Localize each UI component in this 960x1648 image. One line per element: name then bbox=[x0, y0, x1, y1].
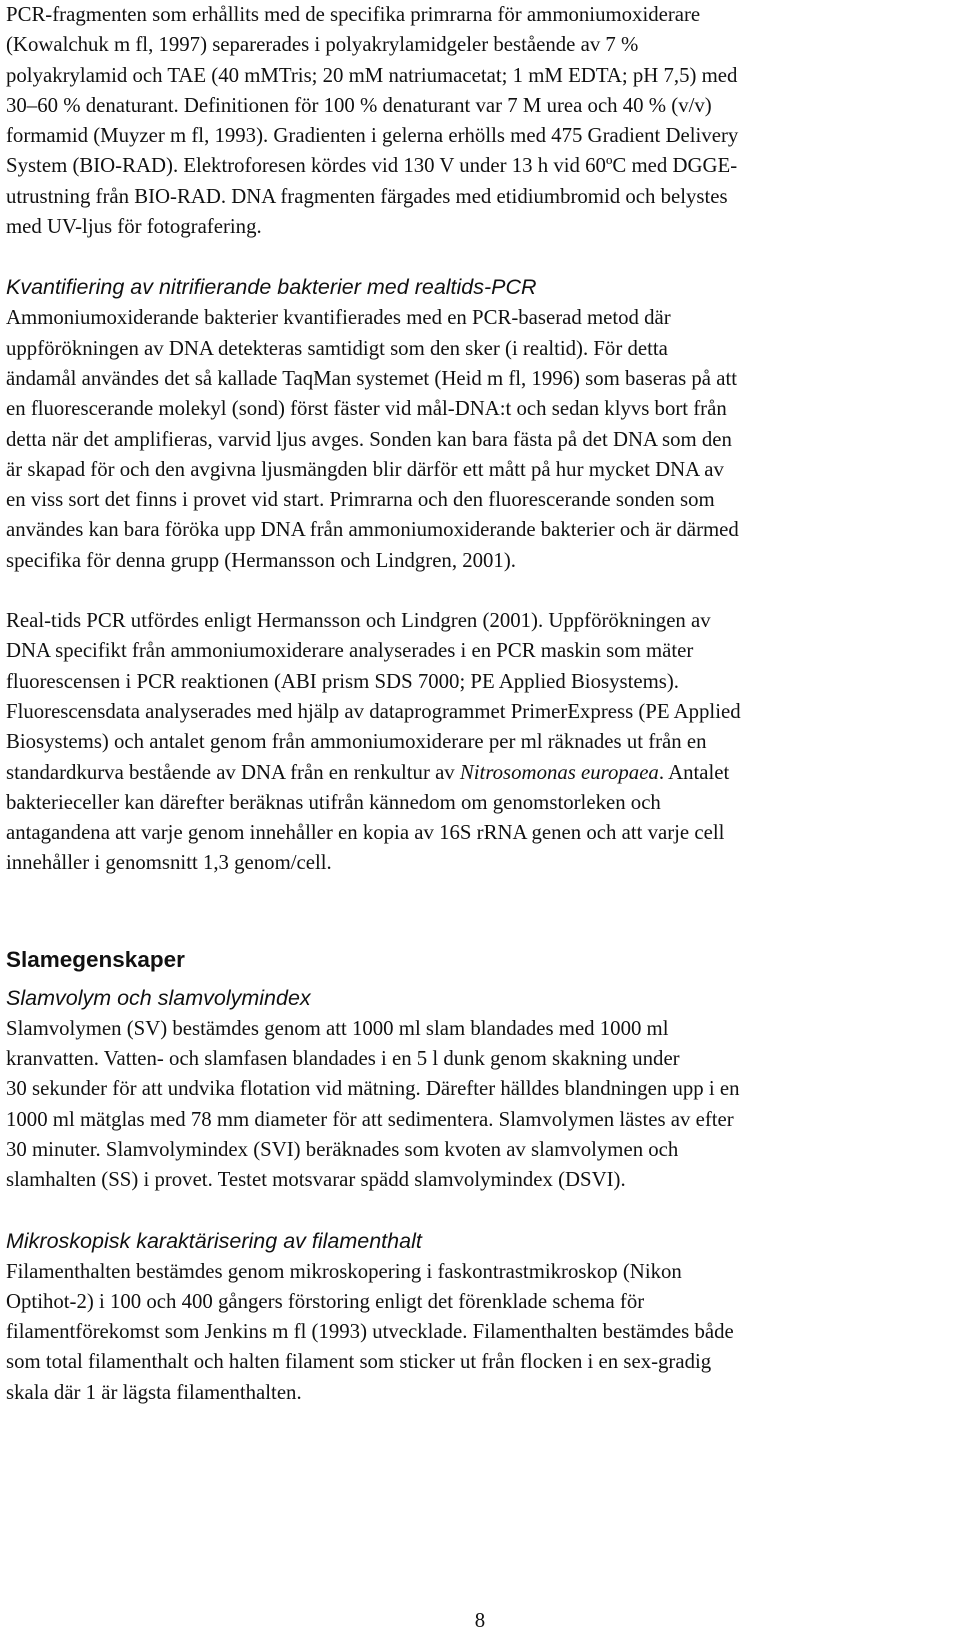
text-line bbox=[6, 758, 956, 788]
text-line: Real-tids PCR utfördes enligt Hermansson och Lindgren (2001). Uppförökningen av bbox=[6, 609, 711, 633]
text-line: System (BIO-RAD). Elektroforesen kördes vid 130 V under 13 h vid 60ºC med DGGE- bbox=[6, 154, 738, 178]
text-line: PCR-fragmenten som erhållits med de specifika primrarna för ammoniumoxiderare bbox=[6, 3, 701, 26]
text-line: fluorescensen i PCR reaktionen (ABI prism SDS 7000; PE Applied Biosystems). bbox=[6, 669, 679, 693]
page-number: 8 bbox=[474, 1609, 486, 1632]
text-line: (Kowalchuk m fl, 1997) separerades i polyakrylamidgeler bestående av 7 % bbox=[6, 33, 639, 57]
text-line: skala där 1 är lägsta filamenthalten. bbox=[6, 1380, 302, 1404]
filament-heading: Mikroskopisk karaktärisering av filamenthalt bbox=[6, 1228, 422, 1253]
pcr-section-heading: Kvantifiering av nitrifierande bakterier med realtids-PCR bbox=[6, 275, 537, 300]
text-line: utrustning från BIO-RAD. DNA fragmenten färgades med etidiumbromid och belystes bbox=[6, 184, 728, 208]
text-line: Fluorescensdata analyserades med hjälp av dataprogrammet PrimerExpress (PE Applied bbox=[6, 699, 741, 723]
species-name: Nitrosomonas europaea bbox=[459, 760, 659, 784]
text-line: formamid (Muyzer m fl, 1993). Gradienten i gelerna erhölls med 475 Gradient Delivery bbox=[6, 124, 739, 148]
text-line: med UV-ljus för fotografering. bbox=[6, 215, 262, 239]
sludge-volume-paragraph bbox=[6, 1014, 956, 1196]
pcr-paragraph-2 bbox=[6, 606, 956, 879]
text-line: filamentförekomst som Jenkins m fl (1993) utvecklade. Filamenthalten bestämdes både bbox=[6, 1320, 734, 1344]
text-line: specifika för denna grupp (Hermansson och Lindgren, 2001). bbox=[6, 548, 516, 572]
text-line: en viss sort det finns i provet vid start. Primrarna och den fluorescerande sonden som bbox=[6, 488, 715, 512]
text-line: DNA specifikt från ammoniumoxiderare analyserades i en PCR maskin som mäter bbox=[6, 639, 694, 663]
text-line: slamhalten (SS) i provet. Testet motsvarar spädd slamvolymindex (DSVI). bbox=[6, 1168, 626, 1192]
text-line: 30 minuter. Slamvolymindex (SVI) beräknades som kvoten av slamvolymen och bbox=[6, 1137, 679, 1161]
text-line: ändamål användes det så kallade TaqMan systemet (Heid m fl, 1996) som baseras på att bbox=[6, 366, 738, 390]
text-segment: . Antalet bbox=[658, 760, 730, 784]
text-line: Optihot-2) i 100 och 400 gångers förstoring enligt det förenklade schema för bbox=[6, 1289, 645, 1313]
text-line: detta när det amplifieras, varvid ljus avges. Sonden kan bara fästa på det DNA som den bbox=[6, 427, 732, 451]
text-line: polyakrylamid och TAE (40 mMTris; 20 mM natriumacetat; 1 mM EDTA; pH 7,5) med bbox=[6, 63, 738, 87]
text-line: användes kan bara föröka upp DNA från ammoniumoxiderande bakterier och är därmed bbox=[6, 518, 739, 542]
text-line: är skapad för och den avgivna ljusmängden blir därför ett mått på hur mycket DNA av bbox=[6, 457, 724, 481]
text-line: som total filamenthalt och halten filament som sticker ut från flocken i en sex-gradig bbox=[6, 1350, 712, 1374]
sludge-heading: Slamegenskaper bbox=[6, 946, 185, 972]
text-line: Filamenthalten bestämdes genom mikroskopering i faskontrastmikroskop (Nikon bbox=[6, 1259, 682, 1283]
text-line: 30 sekunder för att undvika flotation vid mätning. Därefter hälldes blandningen upp i en bbox=[6, 1077, 740, 1101]
sludge-volume-heading: Slamvolym och slamvolymindex bbox=[6, 985, 311, 1010]
document-page bbox=[6, 0, 956, 1408]
filament-paragraph bbox=[6, 1257, 956, 1408]
text-line: en fluorescerande molekyl (sond) först fäster vid mål-DNA:t och sedan klyvs bort från bbox=[6, 397, 727, 421]
dgge-paragraph bbox=[6, 0, 956, 242]
pcr-paragraph-1 bbox=[6, 303, 956, 576]
text-line: antagandena att varje genom innehåller en kopia av 16S rRNA genen och att varje cell bbox=[6, 821, 725, 845]
text-line: Biosystems) och antalet genom från ammoniumoxiderare per ml räknades ut från en bbox=[6, 730, 707, 754]
text-line: innehåller i genomsnitt 1,3 genom/cell. bbox=[6, 851, 332, 875]
text-line: kranvatten. Vatten- och slamfasen blandades i en 5 l dunk genom skakning under bbox=[6, 1047, 680, 1071]
text-segment: standardkurva bestående av DNA från en renkultur av bbox=[6, 760, 460, 784]
text-line: 30–60 % denaturant. Definitionen för 100 % denaturant var 7 M urea och 40 % (v/v) bbox=[6, 93, 712, 117]
text-line: Slamvolymen (SV) bestämdes genom att 1000 ml slam blandades med 1000 ml bbox=[6, 1016, 669, 1040]
text-line: uppförökningen av DNA detekteras samtidigt som den sker (i realtid). För detta bbox=[6, 336, 668, 360]
text-line: bakterieceller kan därefter beräknas utifrån kännedom om genomstorleken och bbox=[6, 790, 661, 814]
text-line: 1000 ml mätglas med 78 mm diameter för att sedimentera. Slamvolymen lästes av efter bbox=[6, 1107, 734, 1131]
text-line: Ammoniumoxiderande bakterier kvantifierades med en PCR-baserad metod där bbox=[6, 306, 671, 330]
